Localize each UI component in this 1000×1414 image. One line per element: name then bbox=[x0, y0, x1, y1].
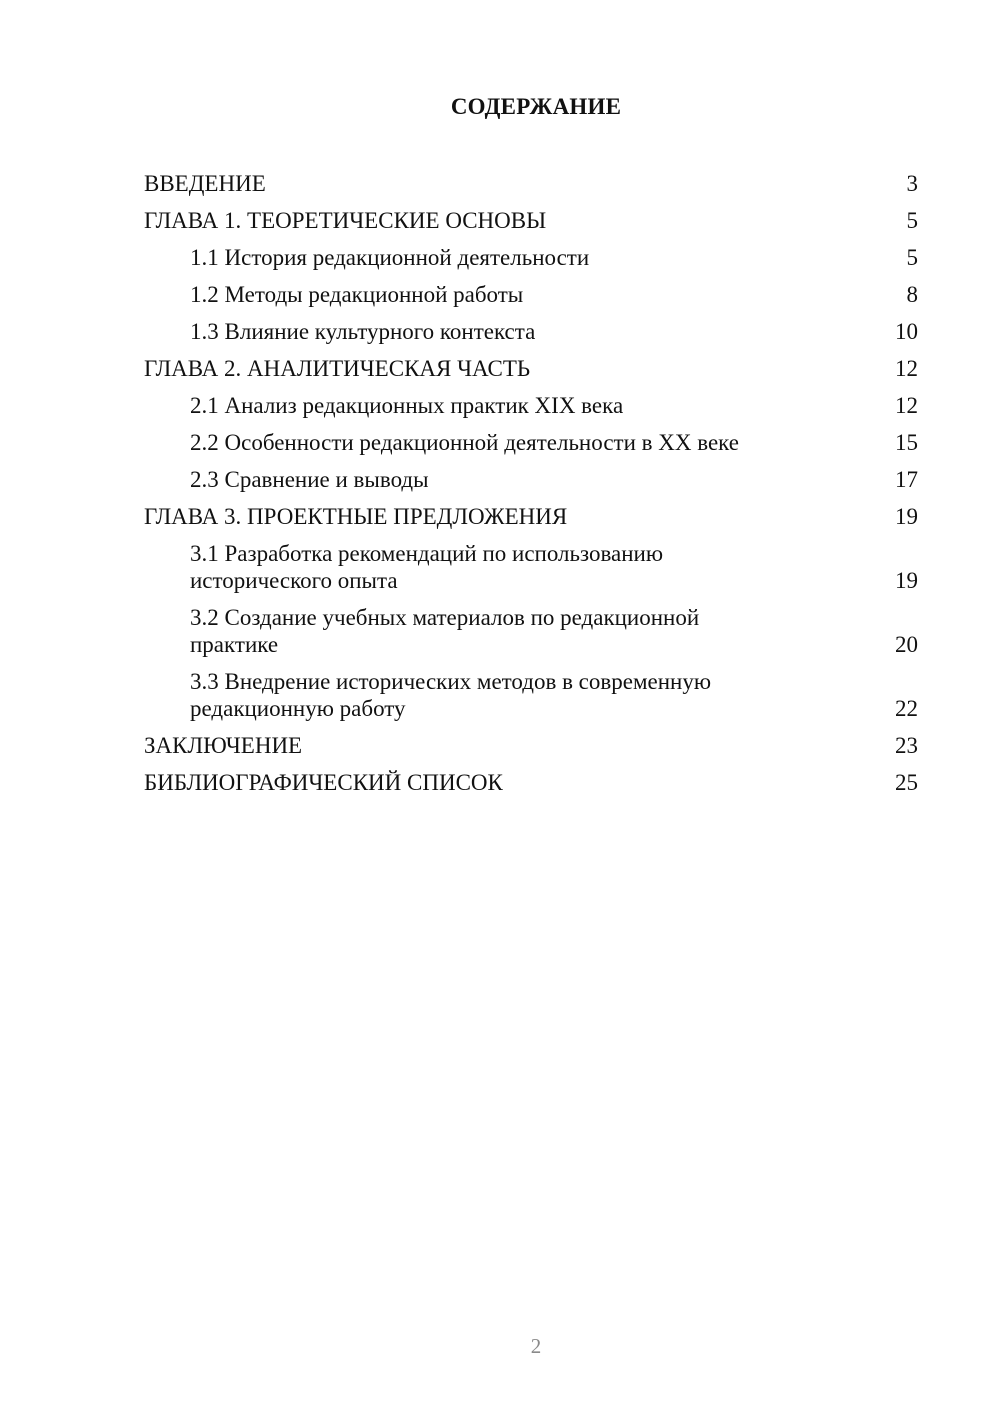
toc-entry-title: 3.1 Разработка рекомендаций по использованию исторического опыта bbox=[190, 541, 664, 593]
toc-entry-title: 1.2 Методы редакционной работы bbox=[190, 282, 524, 307]
toc-entry-chapter-1[interactable] bbox=[144, 202, 918, 239]
toc-entry-page: 17 bbox=[895, 467, 918, 492]
toc-entry-section-1-2[interactable] bbox=[144, 276, 918, 313]
toc-entry-title: ГЛАВА 2. АНАЛИТИЧЕСКАЯ ЧАСТЬ bbox=[144, 356, 531, 381]
toc-title: СОДЕРЖАНИЕ bbox=[450, 94, 622, 119]
toc-entry-page: 10 bbox=[895, 319, 918, 344]
toc-entry-page: 22 bbox=[895, 696, 918, 721]
toc-entry-page: 5 bbox=[906, 208, 918, 233]
toc-entry-title: 2.1 Анализ редакционных практик XIX века bbox=[190, 393, 624, 418]
toc-entry-title: ЗАКЛЮЧЕНИЕ bbox=[144, 733, 303, 758]
toc-entry-page: 12 bbox=[895, 356, 918, 381]
toc-entry-section-1-3[interactable] bbox=[144, 313, 918, 350]
toc-entry-title: БИБЛИОГРАФИЧЕСКИЙ СПИСОК bbox=[144, 770, 503, 795]
toc-entry-page: 12 bbox=[895, 393, 918, 418]
toc-entry-title: ГЛАВА 3. ПРОЕКТНЫЕ ПРЕДЛОЖЕНИЯ bbox=[144, 504, 568, 529]
toc-entry-bibliography[interactable] bbox=[144, 764, 918, 801]
toc-entry-introduction[interactable] bbox=[144, 165, 918, 202]
toc-entry-section-3-2[interactable] bbox=[144, 599, 918, 663]
toc-entry-conclusion[interactable] bbox=[144, 727, 918, 764]
toc-entry-title: 3.3 Внедрение исторических методов в современную редакционную работу bbox=[190, 669, 712, 721]
table-of-contents bbox=[144, 165, 918, 801]
toc-entry-section-3-3[interactable] bbox=[144, 663, 918, 727]
toc-entry-section-2-3[interactable] bbox=[144, 461, 918, 498]
toc-entry-title: ВВЕДЕНИЕ bbox=[144, 171, 266, 196]
toc-entry-title: 1.3 Влияние культурного контекста bbox=[190, 319, 536, 344]
toc-entry-section-2-2[interactable] bbox=[144, 424, 918, 461]
toc-entry-page: 15 bbox=[895, 430, 918, 455]
toc-entry-chapter-2[interactable] bbox=[144, 350, 918, 387]
toc-entry-title: 3.2 Создание учебных материалов по редакционной практике bbox=[190, 605, 700, 657]
toc-entry-title: 2.3 Сравнение и выводы bbox=[190, 467, 429, 492]
toc-entry-page: 23 bbox=[895, 733, 918, 758]
page-number: 2 bbox=[530, 1334, 542, 1358]
toc-entry-page: 25 bbox=[895, 770, 918, 795]
toc-entry-page: 20 bbox=[895, 632, 918, 657]
toc-entry-section-2-1[interactable] bbox=[144, 387, 918, 424]
toc-entry-page: 19 bbox=[895, 568, 918, 593]
toc-entry-section-3-1[interactable] bbox=[144, 535, 918, 599]
toc-entry-section-1-1[interactable] bbox=[144, 239, 918, 276]
toc-entry-chapter-3[interactable] bbox=[144, 498, 918, 535]
toc-entry-page: 5 bbox=[906, 245, 918, 270]
toc-entry-title: 1.1 История редакционной деятельности bbox=[190, 245, 590, 270]
toc-entry-title: 2.2 Особенности редакционной деятельности в XX веке bbox=[190, 430, 739, 455]
toc-entry-page: 19 bbox=[895, 504, 918, 529]
toc-entry-title: ГЛАВА 1. ТЕОРЕТИЧЕСКИЕ ОСНОВЫ bbox=[144, 208, 547, 233]
toc-entry-page: 3 bbox=[906, 171, 918, 196]
toc-entry-page: 8 bbox=[906, 282, 918, 307]
